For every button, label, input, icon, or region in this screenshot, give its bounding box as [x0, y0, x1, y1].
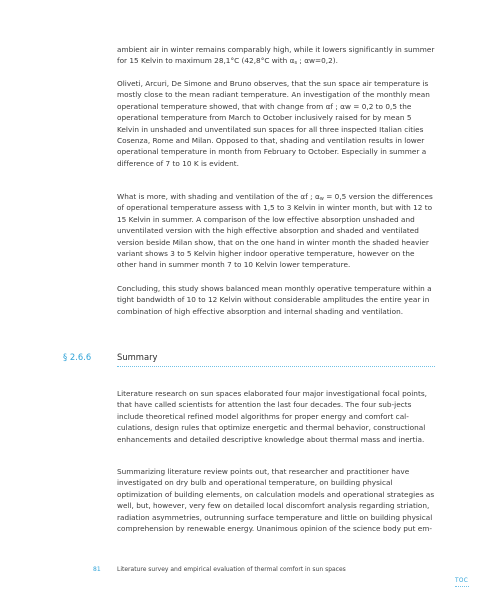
section-divider: [117, 366, 435, 367]
paragraph-6: [117, 466, 435, 534]
paragraph-4: [117, 283, 435, 317]
paragraph-6-text: Summarizing literature review points out, that researcher and practitioner have investigated on dry bulb and operational temperature, on building physical optimization of building elements, on calculation models and operational strategies as well, but, however, very few on detailed local discomfort analysis regarding striation, radiation asymmetries, outrunning surface temperature and little on building physical comprehension by renewable energy. Unanimous opinion of the science body put em-: [117, 467, 435, 534]
paragraph-1: [117, 44, 435, 67]
paragraph-5: [117, 388, 435, 445]
running-title: Literature survey and empirical evaluation of thermal comfort in sun spaces: [117, 566, 346, 573]
section-heading: [0, 352, 486, 370]
subscript-w: w: [319, 196, 324, 202]
page-number: 81: [93, 566, 101, 573]
paragraph-2: [117, 78, 435, 169]
toc-link[interactable]: TOC: [455, 578, 469, 584]
paragraph-5-text: Literature research on sun spaces elaborated four major investigational focal points, that have called scientists for attention the last four decades. The four sub-jects include theoretical refined model algorithms for proper energy and comfort cal-culations, design rules that optimize energetic and thermal behavior, constructional enhancements and detailed descriptive knowledge about thermal mass and inertia.: [117, 389, 427, 444]
paragraph-3-text: What is more, with shading and ventilation of the αf ; α: [117, 192, 320, 201]
paragraph-3-text-end: = 0,5 version the differences of operational temperature assess with 1,5 to 3 Kelvin in winter month, but with 12 to 15 Kelvin in summer. A comparison of the low effective absorption unshaded and unventilated version with the high effective absorption and shaded and ventilated version beside Milan show, that on the one hand in winter month the shaded heavier variant shows 3 to 5 Kelvin higher indoor operative temperature, however on the other hand in summer month 7 to 10 Kelvin lower temperature.: [117, 192, 433, 270]
section-title: Summary: [117, 352, 158, 362]
subscript-s: s: [294, 60, 298, 67]
toc-underline: [455, 586, 469, 587]
paragraph-3: [117, 191, 435, 271]
paragraph-2-text: Oliveti, Arcuri, De Simone and Bruno observes, that the sun space air temperature is mostly close to the mean radiant temperature. An investigation of the monthly mean operational temperature showed, that with change from αf ; αw = 0,2 to 0,5 the operational temperature from March to October inclusively raised for by mean 5 Kelvin in unshaded and unventilated sun spaces for all three inspected Italian cities Cosenza, Rome and Milan. Opposed to that, shading and ventilation results in lower operational temperature in month from February to October. Especially in summer a difference of 7 to 10 K is evident.: [117, 79, 430, 168]
paragraph-1-text: ambient air in winter remains comparably high, while it lowers significantly in summer for 15 Kelvin to maximum 28,1°C (42,8°C with α: [117, 45, 435, 66]
section-number: § 2.6.6: [63, 352, 92, 362]
paragraph-1-text-end: ; αw=0,2).: [297, 56, 338, 66]
paragraph-4-text: Concluding, this study shows balanced mean monthly operative temperature within a tight bandwidth of 10 to 12 Kelvin without considerable amplitudes the entire year in combination of high effective absorption and internal shading and ventilation.: [117, 284, 432, 316]
